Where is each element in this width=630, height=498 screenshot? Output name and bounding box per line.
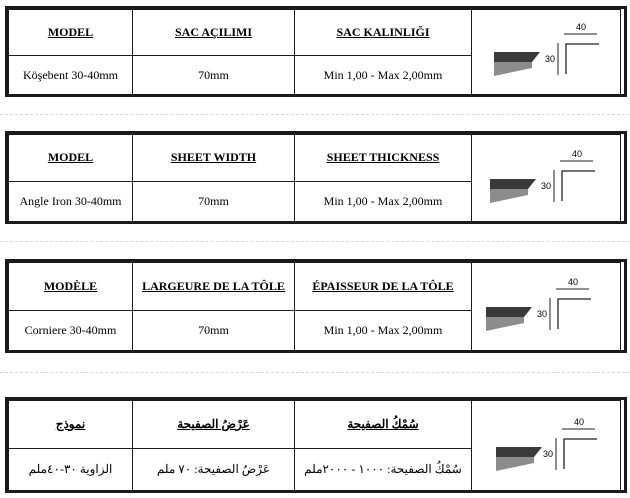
separator-line xyxy=(0,114,630,115)
angle-top-face xyxy=(496,447,542,457)
angle-top-face xyxy=(494,52,540,62)
header-sheet-thickness: سُمْكُ الصفيحة xyxy=(295,401,472,449)
value-model: Köşebent 30-40mm xyxy=(9,55,133,95)
angle-profile-cell xyxy=(472,401,621,492)
angle-front-face xyxy=(496,457,534,471)
spec-table xyxy=(8,9,621,96)
angle-profile-cell xyxy=(472,263,621,352)
spec-table xyxy=(8,262,621,352)
value-sheet-thickness: سُمْكُ الصفيحة: ١٠٠٠ - ٢٠٠٠ملم xyxy=(295,448,472,491)
header-sheet-width: LARGEURE DE LA TÔLE xyxy=(133,263,295,311)
separator-line xyxy=(0,372,630,373)
header-model: MODEL xyxy=(9,10,133,56)
header-sheet-width: SHEET WIDTH xyxy=(133,135,295,182)
height-label: 30 xyxy=(541,181,552,191)
spec-table-english xyxy=(5,131,627,224)
value-sheet-thickness: Min 1,00 - Max 2,00mm xyxy=(295,310,472,351)
angle-front-face xyxy=(486,317,524,331)
height-label: 30 xyxy=(545,54,556,64)
spec-table xyxy=(8,134,621,223)
value-model: Angle Iron 30-40mm xyxy=(9,181,133,222)
value-sheet-width: عَرْضُ الصفيحة: ٧٠ ملم xyxy=(133,448,295,491)
height-label: 30 xyxy=(537,309,548,319)
spec-table-french xyxy=(5,259,627,353)
header-model: MODÈLE xyxy=(9,263,133,311)
value-sheet-thickness: Min 1,00 - Max 2,00mm xyxy=(295,55,472,95)
spec-table xyxy=(8,400,621,492)
angle-profile-cell xyxy=(472,135,621,223)
header-sheet-width: عَرْضُ الصفيحة xyxy=(133,401,295,449)
angle-front-face xyxy=(490,189,528,203)
angle-section-outline xyxy=(564,439,597,469)
width-label: 40 xyxy=(568,277,579,287)
width-label: 40 xyxy=(574,417,585,427)
angle-section-outline xyxy=(558,299,591,329)
header-model: نموذج xyxy=(9,401,133,449)
angle-section-outline xyxy=(562,171,595,201)
angle-iron-diagram xyxy=(472,401,620,491)
value-sheet-width: 70mm xyxy=(133,55,295,95)
angle-iron-diagram xyxy=(472,135,620,222)
separator-line xyxy=(0,241,630,242)
height-label: 30 xyxy=(543,449,554,459)
angle-top-face xyxy=(490,179,536,189)
value-sheet-thickness: Min 1,00 - Max 2,00mm xyxy=(295,181,472,222)
header-model: MODEL xyxy=(9,135,133,182)
angle-profile-cell xyxy=(472,10,621,96)
header-sheet-thickness: ÉPAISSEUR DE LA TÔLE xyxy=(295,263,472,311)
spec-table-turkish xyxy=(5,6,627,97)
width-label: 40 xyxy=(572,149,583,159)
angle-front-face xyxy=(494,62,532,76)
header-sheet-width: SAC AÇILIMI xyxy=(133,10,295,56)
header-sheet-thickness: SHEET THICKNESS xyxy=(295,135,472,182)
value-model: Corniere 30-40mm xyxy=(9,310,133,351)
angle-iron-diagram xyxy=(472,263,620,351)
angle-top-face xyxy=(486,307,532,317)
width-label: 40 xyxy=(576,22,587,32)
value-model: الزاوية ٣٠-٤٠ملم xyxy=(9,448,133,491)
value-sheet-width: 70mm xyxy=(133,181,295,222)
angle-iron-diagram xyxy=(472,10,620,95)
angle-section-outline xyxy=(566,44,599,74)
value-sheet-width: 70mm xyxy=(133,310,295,351)
header-sheet-thickness: SAC KALINLIĞI xyxy=(295,10,472,56)
spec-table-arabic xyxy=(5,397,627,493)
